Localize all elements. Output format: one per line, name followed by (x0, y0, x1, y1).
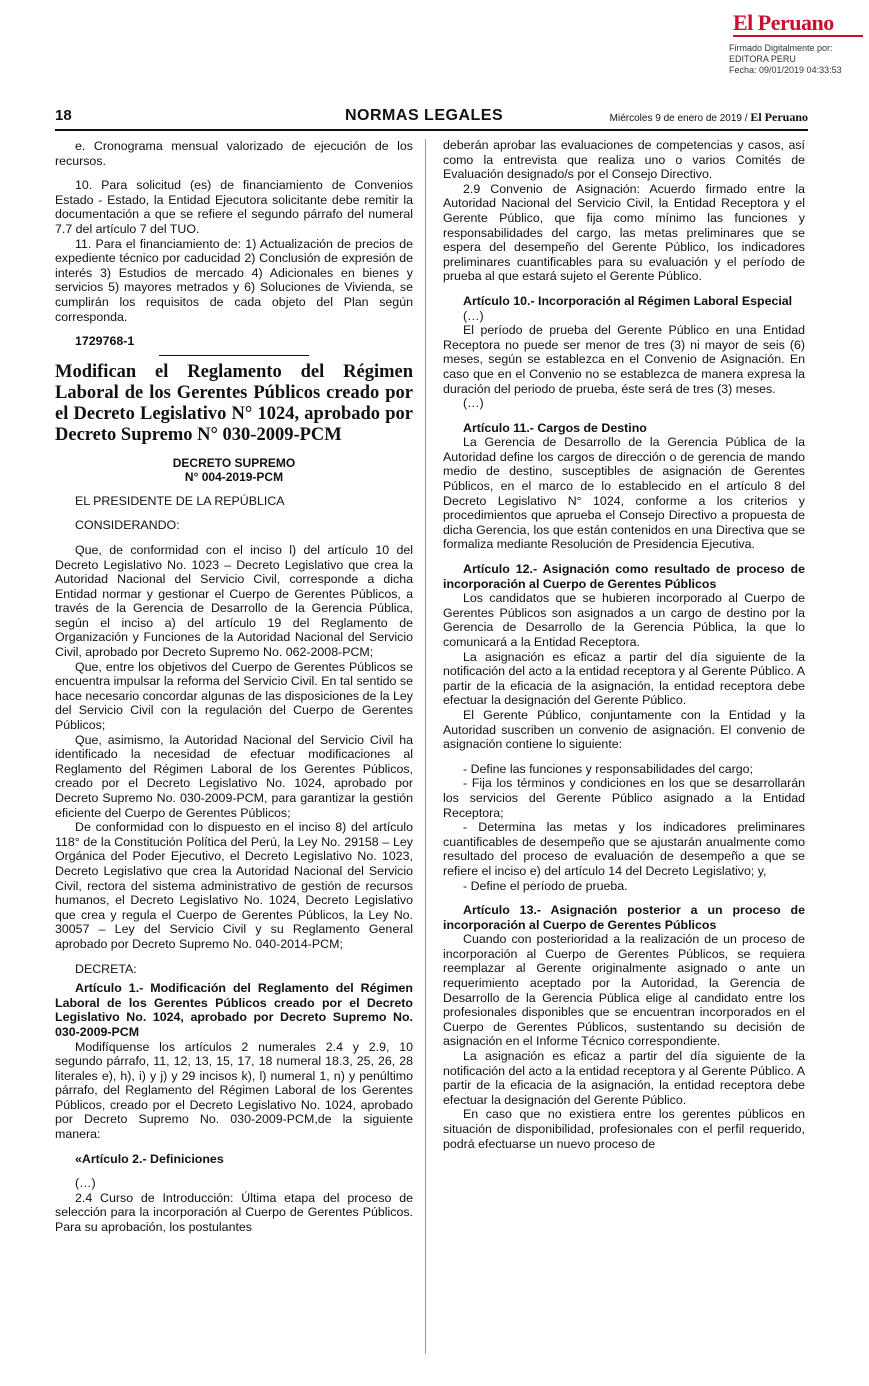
list-item: - Define el período de prueba. (463, 878, 628, 893)
paragraph: De conformidad con lo dispuesto en el inciso 8) del artículo 118° de la Constitución Política del Perú, la Ley No. 29158 – Ley Orgánica del Poder Ejecutivo, el Decreto Legislativo No. 1023, Decreto Legislativo que crea la Autoridad Nacional del Servicio Civil, rectora del sistema administrativo de gestión de recursos humanos, el Decreto Legislativo No. 1024, Decreto Legislativo que crea y regula el Cuerpo de Gerentes Públicos, la Ley No. 30057 – Ley del Servicio Civil y su Reglamento General aprobado por Decreto Supremo No. 040-2014-PCM; (55, 820, 413, 951)
ellipsis: (…) (75, 1176, 96, 1191)
paragraph: Cuando con posterioridad a la realización de un proceso de incorporación al Cuerpo de Gerentes Públicos, se requiera reemplazar al Gerente originalmente asignado o ante un requerimiento aceptado por la Autoridad, la Gerencia de Desarrollo de la Gerencia Pública elige al candidato entre los profesionales disponibles que se encuentran incorporados en el Cuerpo de Gerentes Públicos, sustentando su decisión de asignación en el Informe Técnico correspondiente. (443, 932, 805, 1049)
list-item: - Determina las metas y los indicadores preliminares cuantificables de desempeño que se ajustarán anualmente como resultado del proceso de evaluación de desempeño a que se refiere el inciso e) del artículo 14 del Decreto Legislativo; y, (443, 820, 805, 878)
left-column (55, 139, 413, 1235)
header-rule (55, 129, 808, 131)
page-number: 18 (55, 107, 72, 124)
publication-code: 1729768-1 (75, 334, 135, 349)
article-title: Artículo 1.- Modificación del Reglamento del Régimen Laboral de los Gerentes Públicos creado por el Decreto Legislativo No. 1024, aprobado por Decreto Supremo No. 030-2009-PCM (55, 981, 413, 1039)
paragraph: El Gerente Público, conjuntamente con la Entidad y la Autoridad suscriben un convenio de asignación. El convenio de asignación contiene lo siguiente: (443, 707, 805, 752)
list-item: - Define las funciones y responsabilidades del cargo; (463, 761, 753, 776)
header-date (610, 110, 808, 125)
paragraph: La asignación es eficaz a partir del día siguiente de la notificación del acto a la entidad receptora y al Gerente Público. A partir de la eficacia de la asignación, la entidad receptora debe efectuar la designación del Gerente Público. (443, 1049, 805, 1107)
column-divider (425, 139, 426, 1354)
list-item: - Fija los términos y condiciones en los que se desarrollarán los servicios del Gerente Público asignado a la Entidad Receptora; (443, 776, 805, 820)
signature-line: EDITORA PERU (729, 54, 796, 64)
article-title: Artículo 12.- Asignación como resultado de proceso de incorporación al Cuerpo de Gerentes Públicos (443, 562, 805, 591)
signature-line: Firmado Digitalmente por: (729, 43, 833, 53)
paragraph: deberán aprobar las evaluaciones de competencias y casos, así como la entrevista que realiza uno o varios Comités de Evaluación designado/s por el Consejo Directivo. (443, 138, 805, 182)
paragraph: 11. Para el financiamiento de: 1) Actualización de precios de expediente técnico por caducidad 2) Conclusión de expresión de interés 3) Estudios de mercado 4) Adicionales en bienes y servicios 5) mayores metrados y 6) Soluciones de Vivienda, se cumplirán los requisitos de cada objeto del Plan según corresponda. (55, 236, 413, 324)
paper-name: El Peruano (750, 110, 808, 124)
paragraph: 10. Para solicitud (es) de financiamiento de Convenios Estado - Estado, la Entidad Ejecutora solicitante debe remitir la documentación a que se refiere el segundo párrafo del numeral 7.7 del artículo 7 del TUO. (55, 178, 413, 236)
page-header (55, 107, 808, 127)
right-column (443, 138, 805, 1151)
paragraph: Modifíquense los artículos 2 numerales 2.4 y 2.9, 10 segundo párrafo, 11, 12, 13, 15, 17, 18 numeral 18.3, 25, 26, 28 literales e), h), i) y j) y 29 incisos k), l) numeral 1, n) y penúltimo párrafo, del Reglamento del Régimen Laboral de los Gerentes Públicos, creado por el Decreto Legislativo No. 1024, aprobado por Decreto Supremo No. 030-2009-PCM,de la siguiente manera: (55, 1039, 413, 1142)
ellipsis: (…) (463, 308, 484, 323)
article-heading: Modifican el Reglamento del Régimen Laboral de los Gerentes Públicos creado por el Decreto Legislativo N° 1024, aprobado por Decreto Supremo N° 030-2009-PCM (55, 361, 413, 445)
paragraph: e. Cronograma mensual valorizado de ejecución de los recursos. (55, 139, 413, 168)
paragraph: La asignación es eficaz a partir del día siguiente de la notificación del acto a la entidad receptora y al Gerente Público. A partir de la eficacia de la asignación, la entidad receptora debe efectuar la designación del Gerente Público. (443, 649, 805, 708)
decreta: DECRETA: (75, 961, 137, 976)
paragraph: Que, asimismo, la Autoridad Nacional del Servicio Civil ha identificado la necesidad de efectuar modificaciones al Reglamento del Régimen Laboral de los Gerentes Públicos, creado por el Decreto Legislativo No. 1024, aprobado por Decreto Supremo No. 030-2009-PCM, para garantizar la gestión eficiente del Cuerpo de Gerentes Públicos; (55, 732, 413, 820)
logo-underline (733, 35, 863, 37)
signature-line: Fecha: 09/01/2019 04:33:53 (729, 65, 842, 75)
article-title: «Artículo 2.- Definiciones (75, 1151, 224, 1166)
article-title: Artículo 13.- Asignación posterior a un proceso de incorporación al Cuerpo de Gerentes Públicos (443, 903, 805, 932)
paragraph: Que, de conformidad con el inciso l) del artículo 10 del Decreto Legislativo No. 1023 – Decreto Legislativo que crea la Autoridad Nacional del Servicio Civil, corresponde a dicha Entidad normar y gestionar el Cuerpo de Gerentes Públicos, a través de la Gerencia de Desarrollo de la Gerencia Pública, según el inciso a) del artículo 19 del Reglamento de Organización y Funciones de la Autoridad Nacional del Servicio Civil, aprobado por Decreto Supremo No. 062-2008-PCM; (55, 542, 413, 660)
ellipsis: (…) (463, 396, 484, 411)
article-title: Artículo 11.- Cargos de Destino (463, 420, 647, 435)
section-title: NORMAS LEGALES (345, 107, 504, 124)
paragraph: El período de prueba del Gerente Público en una Entidad Receptora no puede ser menor de tres (3) ni mayor de seis (6) meses, según se establezca en el Convenio de Asignación. En caso que en el Convenio no se establezca de manera expresa la duración del periodo de prueba, éste será de tres (3) meses. (443, 323, 805, 396)
paragraph: Los candidatos que se hubieren incorporado al Cuerpo de Gerentes Públicos son asignados a un cargo de destino por la Gerencia de Desarrollo de la Gerencia Pública, la que lo comunicará a la Entidad Receptora. (443, 591, 805, 649)
paragraph: En caso que no existiera entre los gerentes públicos en situación de disponibilidad, profesionales con el perfil requerido, podrá efectuarse un nuevo proceso de (443, 1107, 805, 1151)
paragraph: La Gerencia de Desarrollo de la Gerencia Pública de la Autoridad define los cargos de dirección o de gerencia de mando medio de destino, susceptibles de asignación de Gerentes Públicos, en el marco de lo establecido en el artículo 8 del Decreto Legislativo N° 1024, conforme a los criterios y procedimientos que aprueba el Consejo Directivo a propuesta de dicha Gerencia, los que están contenidos en una Directiva que se formaliza mediante Resolución de Presidencia Ejecutiva. (443, 435, 805, 552)
paragraph: 2.9 Convenio de Asignación: Acuerdo firmado entre la Autoridad Nacional del Servicio Civil, la Entidad Receptora y el Gerente Público, que fija como mínimo las funciones y responsabilidades del cargo, las metas preliminares que se espera del desempeño del Gerente Público, los indicadores preliminares cuantificables para su evaluación y el período de prueba al que estará sujeto el Gerente Público. (443, 181, 805, 284)
paragraph: 2.4 Curso de Introducción: Última etapa del proceso de selección para la incorporación al Cuerpo de Gerentes Públicos. Para su aprobación, los postulantes (55, 1190, 413, 1235)
president-line: EL PRESIDENTE DE LA REPÚBLICA (75, 493, 285, 508)
el-peruano-logo: El Peruano (733, 10, 834, 35)
decree-number: N° 004-2019-PCM (184, 469, 284, 484)
separator (159, 355, 309, 356)
decree-title: DECRETO SUPREMO (172, 455, 296, 470)
paragraph: Que, entre los objetivos del Cuerpo de Gerentes Públicos se encuentra impulsar la reforma del Servicio Civil. En tal sentido se hace necesario concordar algunas de las disposiciones de la Ley del Servicio Civil con la regulación del Cuerpo de Gerentes Públicos; (55, 659, 413, 733)
date-text: Miércoles 9 de enero de 2019 / (609, 113, 748, 124)
considerando: CONSIDERANDO: (75, 518, 180, 533)
article-title: Artículo 10.- Incorporación al Régimen Laboral Especial (463, 293, 793, 308)
digital-signature (729, 43, 842, 76)
